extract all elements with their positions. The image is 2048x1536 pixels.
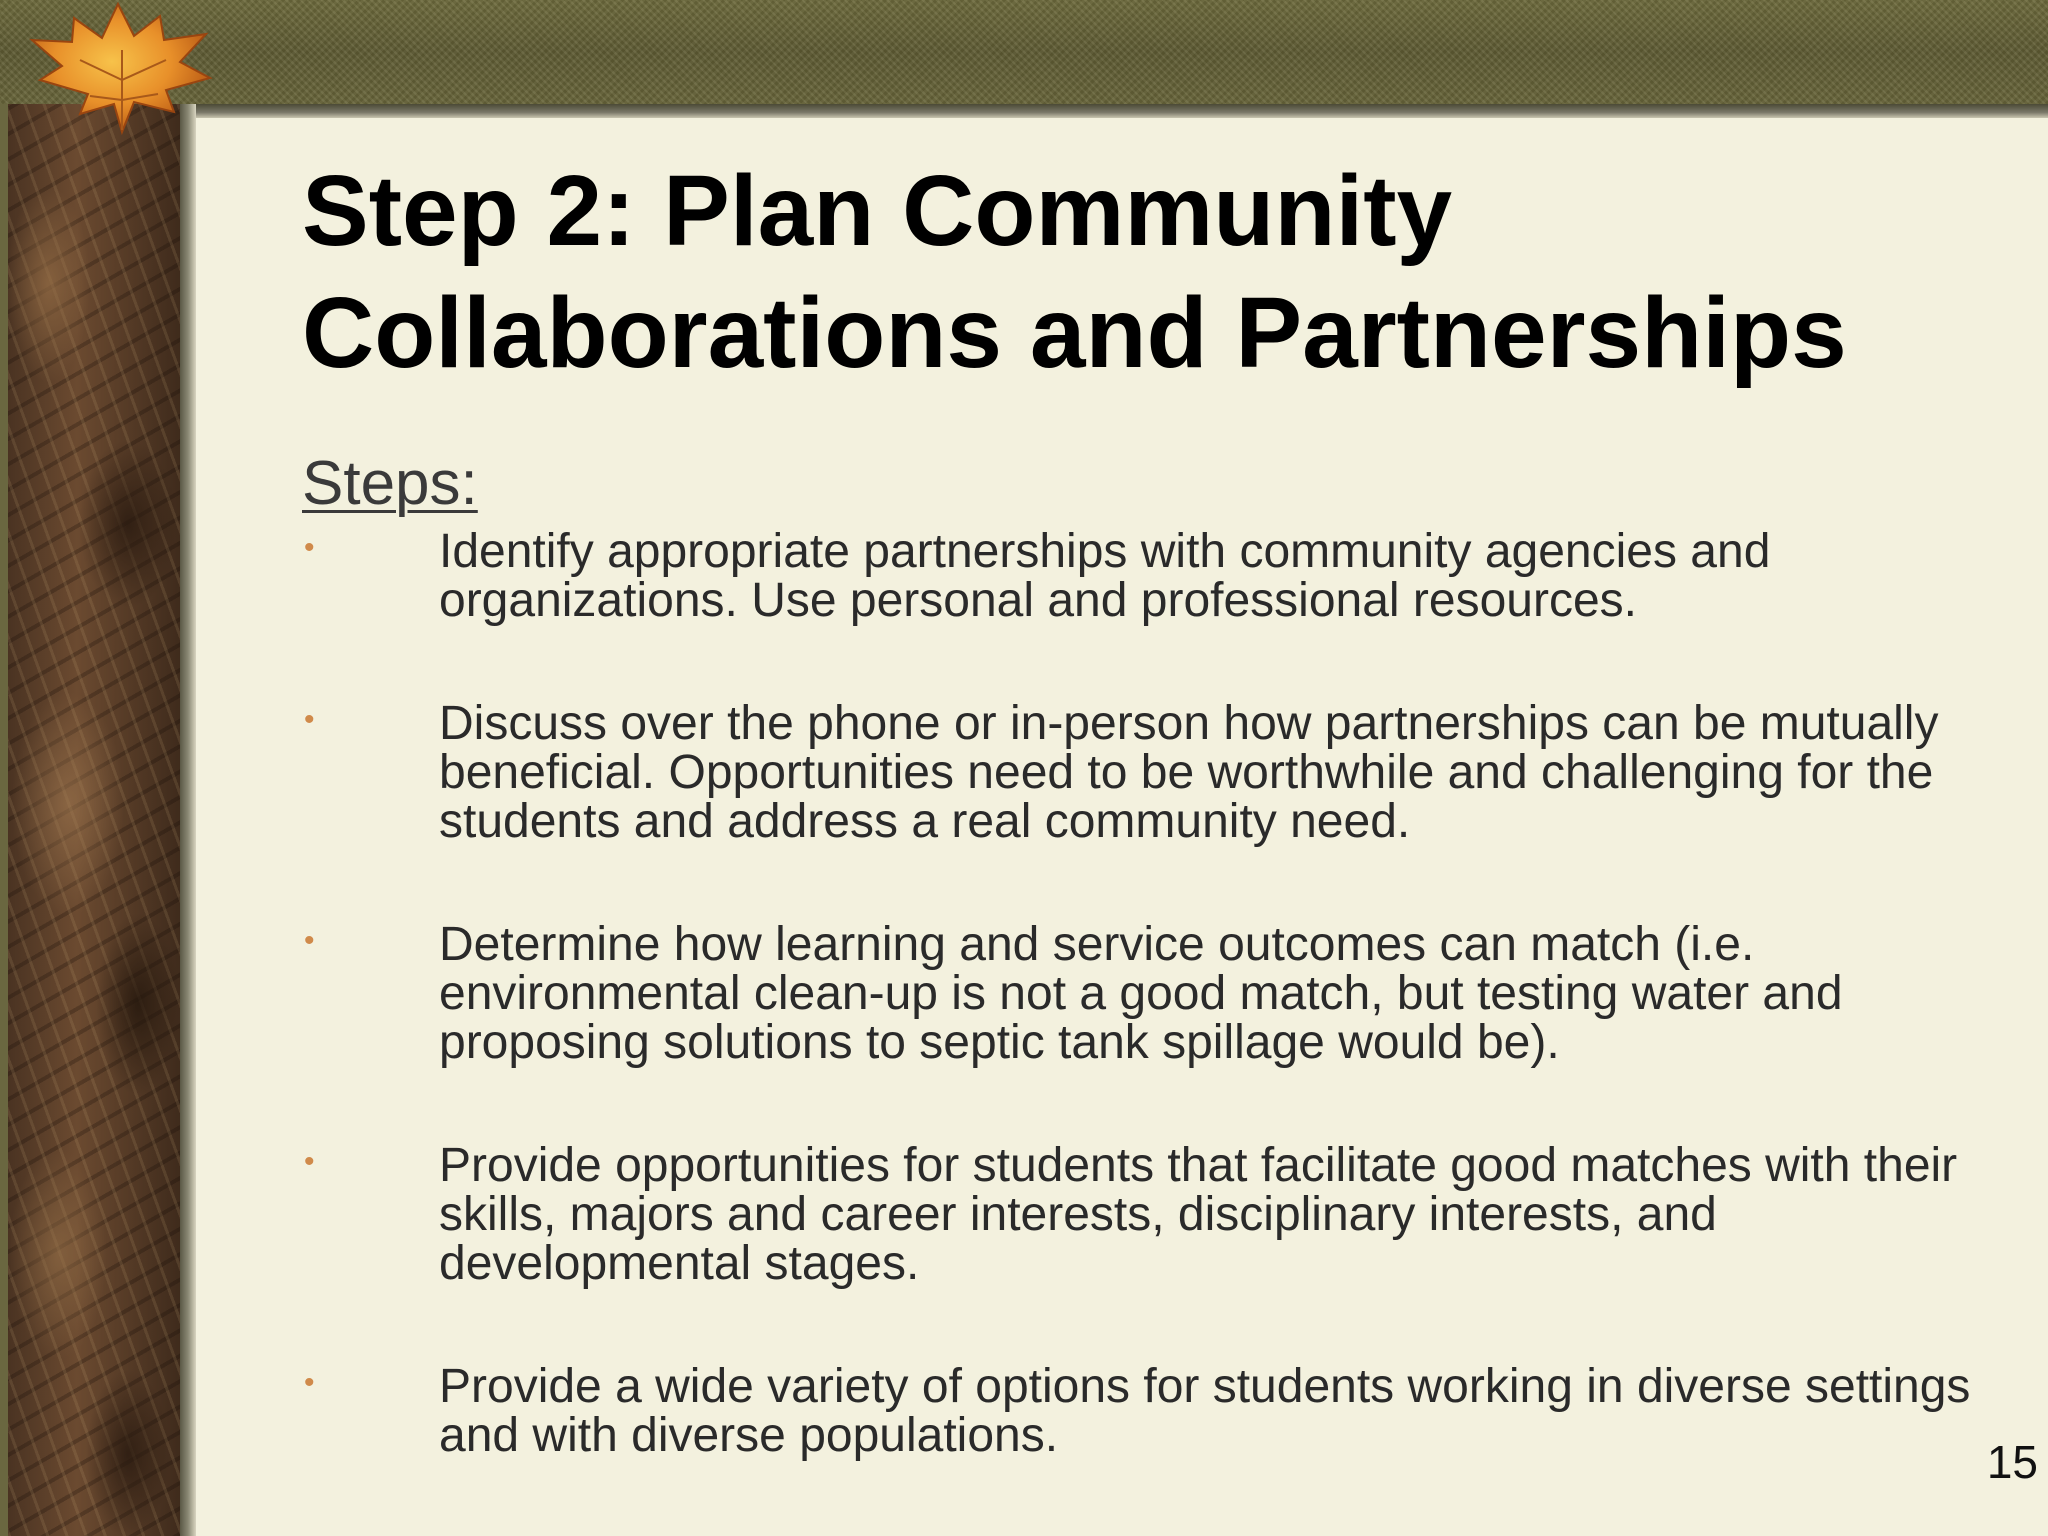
column-edge (180, 104, 196, 1536)
bullet-item (302, 527, 1982, 625)
bullet-list (302, 527, 1982, 1534)
bullet-item (302, 1141, 1982, 1288)
bullet-text: Identify appropriate partnerships with community agencies and organizations. Use personal and professional resources. (439, 525, 1771, 627)
bullet-text: Discuss over the phone or in-person how partnerships can be mutually beneficial. Opportunities need to be worthwhile and challenging for the students and address a real community need. (439, 697, 1939, 848)
maple-leaf-icon (10, 0, 240, 140)
bullet-dot-icon: • (304, 703, 315, 736)
bullet-item (302, 699, 1982, 846)
bullet-dot-icon: • (304, 1145, 315, 1178)
title-line-1: Step 2: Plan Community (302, 155, 1453, 267)
bullet-text: Determine how learning and service outcomes can match (i.e. environmental clean-up is not a good match, but testing water and proposing solutions to septic tank spillage would be). (439, 918, 1843, 1069)
bullet-dot-icon: • (304, 531, 315, 564)
marble-column (8, 104, 180, 1536)
bullet-text: Provide opportunities for students that facilitate good matches with their skills, majors and career interests, disciplinary interests, and developmental stages. (439, 1139, 1958, 1290)
bullet-dot-icon: • (304, 924, 315, 957)
bullet-text: Provide a wide variety of options for students working in diverse settings and with diverse populations. (439, 1360, 1971, 1462)
steps-heading: Steps: (302, 449, 478, 518)
bullet-dot-icon: • (304, 1366, 315, 1399)
page-title (302, 150, 2002, 394)
band-shadow (0, 104, 2048, 118)
page-number: 15 (1986, 1436, 2038, 1488)
title-line-2: Collaborations and Partnerships (302, 277, 1847, 389)
bullet-item (302, 920, 1982, 1067)
top-decorative-band (0, 0, 2048, 104)
bullet-item (302, 1362, 1982, 1460)
